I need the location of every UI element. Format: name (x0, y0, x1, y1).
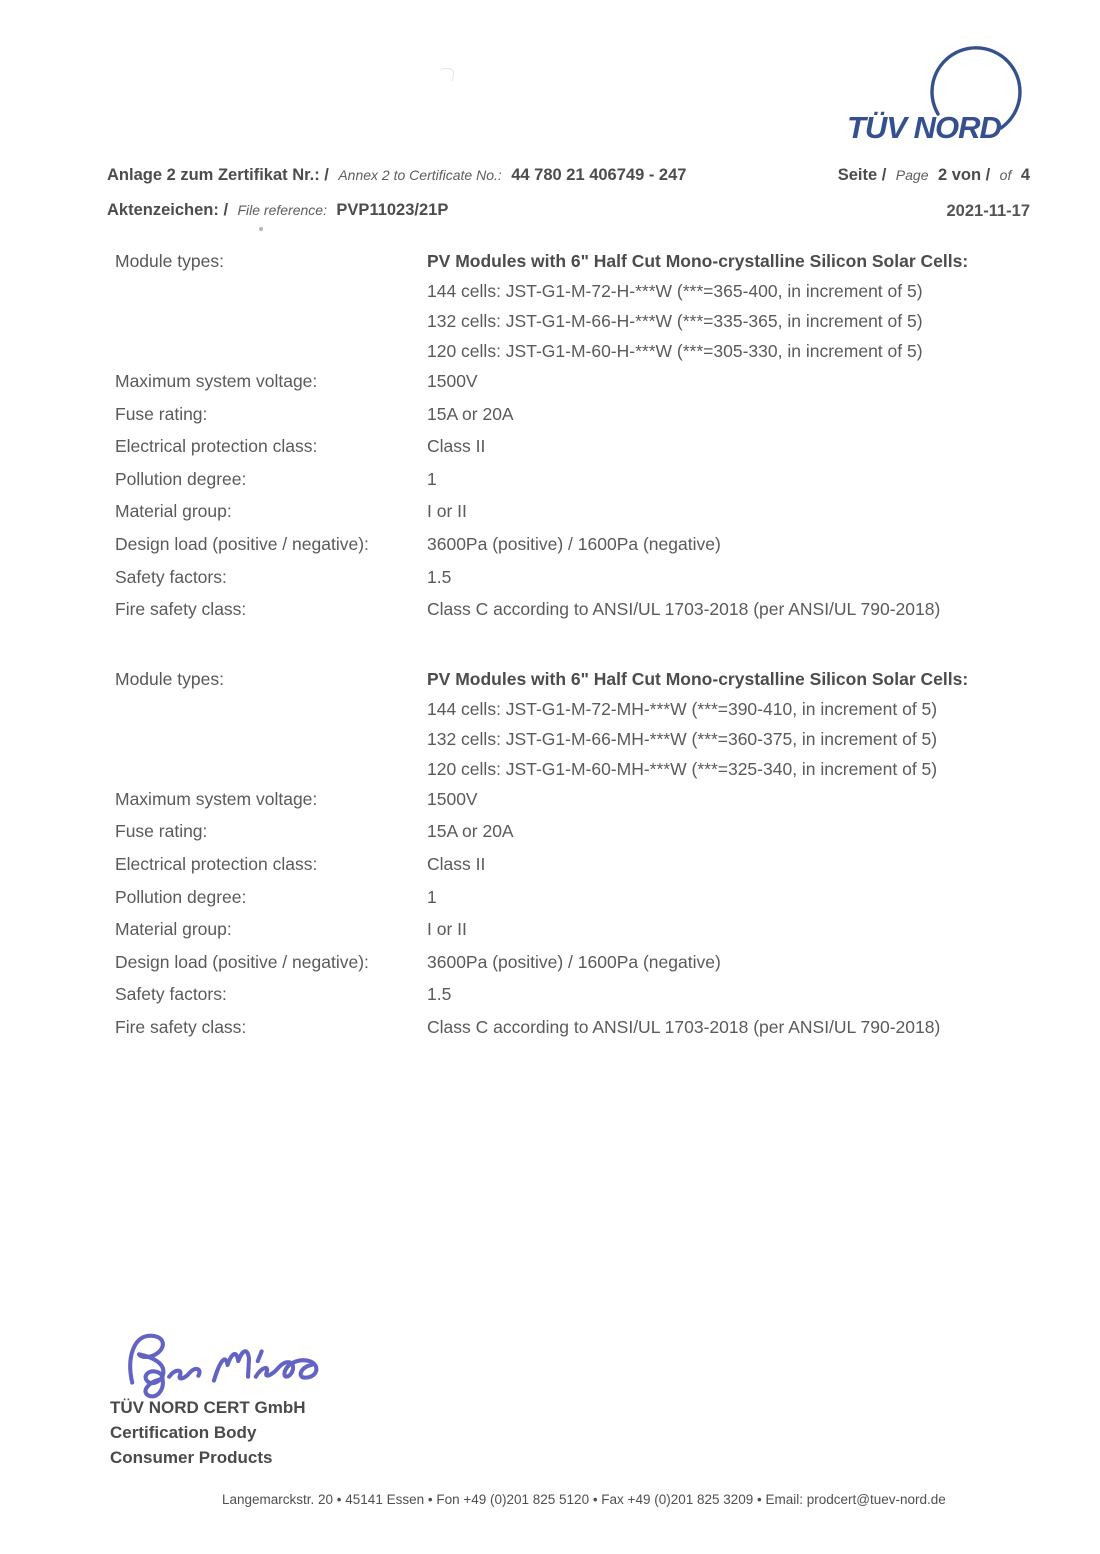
spec-label: Safety factors: (115, 566, 227, 587)
scan-dot (259, 227, 263, 231)
spec-value: 15A or 20A (427, 403, 514, 424)
issue-date: 2021-11-17 (946, 202, 1030, 220)
page-total: 4 (1020, 166, 1030, 184)
module-types-label: Module types: (115, 251, 224, 271)
spec-label: Fire safety class: (115, 599, 247, 620)
page-indicator (838, 166, 1030, 185)
page-label-de: Seite / (837, 166, 887, 184)
spec-value: 1.5 (427, 566, 452, 587)
spec-value: 1500V (427, 371, 478, 391)
spec-label: Maximum system voltage: (115, 371, 318, 391)
module-types-label: Module types: (115, 668, 224, 689)
spec-label: Fire safety class: (115, 1016, 247, 1037)
page-label-en: Page (895, 167, 929, 183)
spec-value: Class C according to ANSI/UL 1703-2018 (per ANSI/UL 790-2018) (427, 599, 941, 620)
spec-row-design-load (115, 952, 1065, 985)
spec-row-design-load (115, 534, 1065, 567)
spec-row-safety-factors (115, 567, 1065, 600)
spec-value: 15A or 20A (427, 821, 514, 842)
signature-block (110, 1328, 343, 1470)
spec-label: Pollution degree: (115, 468, 247, 489)
module-types-row (115, 246, 1065, 366)
page-number: 2 von / (937, 166, 991, 184)
module-line-144: 144 cells: JST-G1-M-72-MH-***W (***=390-410, in increment of 5) (427, 698, 938, 719)
scan-smudge (438, 68, 454, 84)
spec-label: Fuse rating: (115, 821, 208, 842)
module-title: PV Modules with 6" Half Cut Mono-crystalline Silicon Solar Cells: (427, 668, 969, 689)
spec-label: Fuse rating: (115, 403, 208, 424)
footer-contact-line: Langemarckstr. 20 • 45141 Essen • Fon +49 (0)201 825 5120 • Fax +49 (0)201 825 3209 • Email: prodcert@tuev-nord.de (222, 1492, 946, 1507)
module-line-120: 120 cells: JST-G1-M-60-H-***W (***=305-330, in increment of 5) (427, 341, 923, 361)
certificate-body (115, 246, 1065, 1050)
spec-value: 3600Pa (positive) / 1600Pa (negative) (427, 533, 721, 554)
spec-row-fuse-rating (115, 404, 1065, 437)
spec-value: 1500V (427, 788, 478, 809)
file-reference-line (107, 201, 448, 220)
module-types-row (115, 664, 1065, 784)
file-label-en: File reference: (237, 202, 327, 218)
spec-label: Safety factors: (115, 984, 227, 1005)
spec-value: I or II (427, 501, 467, 522)
module-types-value (427, 246, 968, 366)
spec-value: 1.5 (427, 984, 452, 1005)
spec-label: Design load (positive / negative): (115, 951, 369, 972)
spec-label: Material group: (115, 501, 232, 522)
spec-row-max-voltage (115, 789, 1065, 822)
spec-row-fuse-rating (115, 821, 1065, 854)
spec-row-safety-factors (115, 984, 1065, 1017)
spec-label: Electrical protection class: (115, 436, 318, 457)
file-reference-number: PVP11023/21P (336, 201, 449, 219)
spec-value: Class II (427, 853, 486, 874)
spec-row-pollution-degree (115, 469, 1065, 502)
module-title: PV Modules with 6" Half Cut Mono-crystalline Silicon Solar Cells: (427, 251, 969, 271)
spec-label: Electrical protection class: (115, 853, 318, 874)
spec-label: Material group: (115, 919, 232, 940)
spec-row-fire-safety (115, 1017, 1065, 1050)
spec-value: 1 (427, 886, 437, 907)
logo-wordmark: TÜV NORD (847, 110, 1001, 145)
module-types-value (427, 664, 968, 784)
spec-row-fire-safety (115, 599, 1065, 632)
spec-label: Design load (positive / negative): (115, 533, 369, 554)
spec-row-material-group (115, 919, 1065, 952)
spec-value: I or II (427, 919, 467, 940)
annex-label-en: Annex 2 to Certificate No.: (338, 167, 502, 183)
module-line-132: 132 cells: JST-G1-M-66-H-***W (***=335-365, in increment of 5) (427, 311, 923, 331)
module-line-120: 120 cells: JST-G1-M-60-MH-***W (***=325-340, in increment of 5) (427, 758, 938, 779)
module-section-h (115, 246, 1065, 632)
handwritten-signature (118, 1328, 343, 1401)
spec-label: Maximum system voltage: (115, 788, 318, 809)
page-of-label: of (999, 167, 1012, 183)
file-label-de: Aktenzeichen: / (107, 201, 229, 219)
spec-value: 1 (427, 468, 437, 489)
spec-row-pollution-degree (115, 887, 1065, 920)
signatory-role: Certification Body (110, 1423, 257, 1442)
annex-reference-line (107, 166, 686, 185)
spec-label: Pollution degree: (115, 886, 247, 907)
spec-row-protection-class (115, 854, 1065, 887)
module-section-mh (115, 664, 1065, 1050)
certificate-number: 44 780 21 406749 - 247 (511, 166, 687, 184)
spec-row-material-group (115, 501, 1065, 534)
module-line-144: 144 cells: JST-G1-M-72-H-***W (***=365-400, in increment of 5) (427, 281, 923, 301)
spec-row-protection-class (115, 436, 1065, 469)
spec-value: Class C according to ANSI/UL 1703-2018 (per ANSI/UL 790-2018) (427, 1016, 941, 1037)
tuev-nord-logo (847, 46, 1042, 146)
spec-value: 3600Pa (positive) / 1600Pa (negative) (427, 951, 721, 972)
signatory-company: TÜV NORD CERT GmbH (110, 1398, 306, 1417)
module-line-132: 132 cells: JST-G1-M-66-MH-***W (***=360-375, in increment of 5) (427, 728, 938, 749)
annex-label-de: Anlage 2 zum Zertifikat Nr.: / (107, 166, 329, 184)
spec-value: Class II (427, 436, 486, 457)
spec-row-max-voltage (115, 371, 1065, 404)
signatory-department: Consumer Products (110, 1448, 273, 1467)
